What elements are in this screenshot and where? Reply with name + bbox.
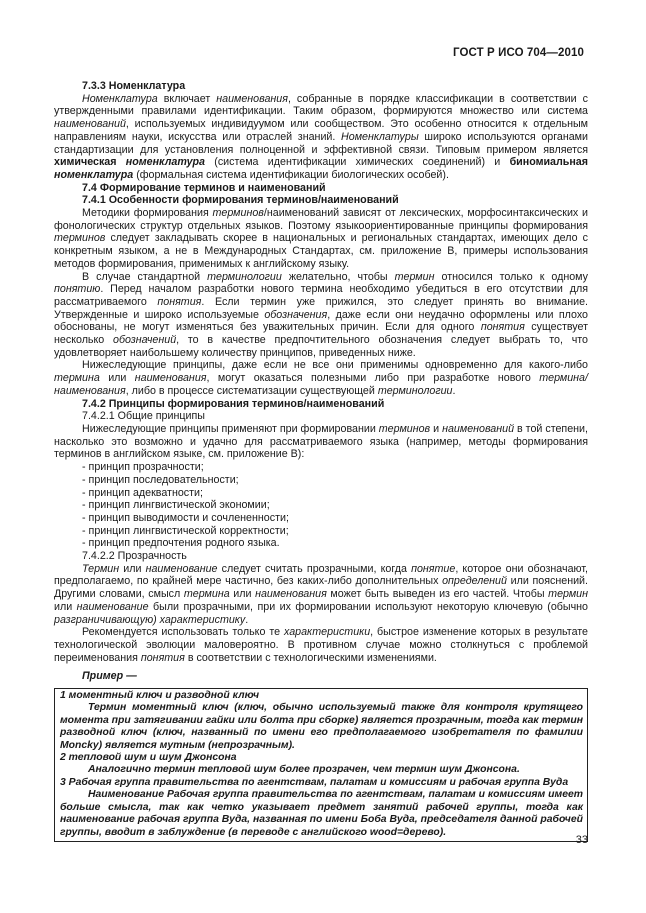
text-run: или пояснений. Другими словами, смысл (54, 575, 589, 601)
emphasized-term: понятия (157, 295, 202, 308)
emphasized-term: термина (54, 372, 100, 385)
emphasized-term: терминов (212, 207, 264, 220)
list-item: - принцип выводимости и сочлененности; (82, 511, 289, 524)
emphasized-term: терминов (378, 422, 431, 435)
text-run: следует закладывать скорее в национальных и региональных стандартах, имеющих дело с конкретным языком, а не в Международных Стандартах, см. приложение В, примеры использования методов формирования, применимых к английскому языку. (54, 232, 588, 270)
text-run: , собранные в порядке классификации в соответствии с утвержденными правилами идентификации. Таким образом, формируются множество или система (54, 92, 588, 118)
emphasized-term: терминологии (377, 384, 453, 397)
example-box (54, 688, 588, 842)
text-run: в соответствии с технологическими изменениями. (184, 651, 437, 664)
section-7-4-1-paragraph-3 (54, 359, 588, 397)
text-run: . (452, 384, 456, 397)
text-run: , могут оказаться полезными либо при разработке нового (206, 372, 540, 385)
text-run: . (245, 613, 249, 626)
emphasized-term: терминов (54, 232, 106, 245)
text-run: , быстрое изменение которых в результате технологической эволюции маловероятно. В противном случае можно столкнуться с проблемой переименования (54, 626, 588, 664)
emphasized-term: Термин (82, 562, 120, 575)
section-7-4-2-2-paragraph-1 (54, 563, 588, 627)
section-7-3-3-paragraph (54, 93, 588, 182)
emphasized-term: наименования (134, 372, 207, 385)
text-run: В случае стандартной (82, 270, 208, 283)
emphasized-term: наименования (216, 92, 288, 105)
emphasized-term: химическая (54, 156, 126, 169)
text-run: . Если термин уже прижился, это следует принять во внимание. Утвержденные и широко используемые (54, 295, 588, 321)
emphasized-term: термина (183, 588, 230, 601)
list-item: - принцип прозрачности; (82, 461, 204, 474)
section-7-4-2-1-heading: 7.4.2.1 Общие принципы (82, 410, 205, 423)
emphasized-term: термин (394, 270, 435, 283)
emphasized-term: наименование (76, 600, 149, 613)
section-7-4-1-heading: 7.4.1 Особенности формирования терминов/наименований (82, 194, 399, 207)
text-run: и (430, 422, 443, 435)
principles-list (54, 461, 588, 550)
text-run: были прозрачными, при их формировании используют некоторую ключевую (обычно (148, 600, 588, 613)
emphasized-term: понятию (54, 283, 101, 296)
emphasized-term: наименований (54, 118, 126, 131)
text-run: Нижеследующие принципы, даже если не все они применимы одновременно для какого-либо (82, 359, 588, 372)
emphasized-term: Номенклатура (82, 92, 158, 105)
emphasized-term: наименование (145, 562, 218, 575)
text-run: , используемых индивидуумом или сообществом. Это особенно относится к отдельным направлениям науки, искусства или отраслей знаний. (54, 118, 588, 143)
emphasized-term: Номенклатуры (341, 130, 419, 143)
text-run: , которое они обозначают, предполагаемо, по крайней мере частично, без каких-либо дополнительных (54, 562, 588, 588)
list-item: - принцип адекватности; (82, 486, 203, 499)
text-run: широко используются органами стандартизации для установления полноценной и эффективной связи. Типовым примером является (54, 130, 588, 156)
text-run: , то в качестве предпочтительного обозначения следует выбрать то, что удовлетворяет наибольшему количеству принципов, приведенных ниже. (54, 334, 589, 359)
list-item: - принцип лингвистической экономии; (82, 499, 270, 512)
section-7-4-2-2-heading: 7.4.2.2 Прозрачность (82, 550, 187, 563)
emphasized-term: номенклатура (125, 156, 205, 169)
text-run: или (119, 562, 146, 575)
text-run: в той степени, насколько это возможно и удачно для рассматриваемого языка (например, методы формирования терминов в английском языке, см. приложение В): (54, 422, 588, 461)
example-item-title: 2 тепловой шум и шум Джонсона (60, 752, 237, 764)
emphasized-term: наименования (255, 588, 327, 601)
list-item: - принцип лингвистической корректности; (82, 524, 289, 537)
document-code-header: ГОСТ Р ИСО 704—2010 (452, 47, 584, 59)
example-item-text: Наименование Рабочая группа правительства по агентствам, палатам и комиссиям имеет больше смысла, так как четко указывает предмет занятий рабочей группы, тогда как наименование рабочая группа Вуда, названная по имени Боба Вуда, председателя данной рабочей группы, вводит в заблуждение (в переводе с английского wood=дерево). (60, 789, 583, 838)
emphasized-term: понятия (140, 651, 185, 664)
page-content (54, 80, 588, 842)
emphasized-term: разграничивающую) характеристику (54, 613, 246, 626)
emphasized-term: термина/наименования (54, 372, 588, 397)
emphasized-term: характеристики (284, 626, 371, 639)
text-run: (система идентификации химических соединений) и (204, 156, 510, 169)
example-item-text: Аналогично термин тепловой шум более прозрачен, чем термин шум Джонсона. (88, 764, 520, 776)
emphasized-term: определений (442, 575, 507, 588)
text-run: включает (157, 92, 217, 105)
text-run: /наименований зависят от лексических, морфосинтаксических и фонологических структур отдельных языков. Поэтому языкоориентированные принципы формирования (54, 207, 588, 232)
emphasized-term: терминологии (207, 270, 282, 283)
example-label: Пример — (82, 670, 137, 683)
text-run: желательно, чтобы (281, 270, 395, 283)
emphasized-term: номенклатура (54, 168, 134, 181)
emphasized-term: термин (548, 588, 588, 601)
text-run: или (99, 372, 135, 385)
text-run: . Перед началом разработки нового термина необходимо убедиться в его отсутствии для рассматриваемого (54, 283, 588, 308)
text-run: (формальная система идентификации биологических особей). (133, 168, 449, 181)
emphasized-term: наименований (442, 422, 515, 435)
example-item-text: Термин моментный ключ (ключ, обычно используемый также для контроля крутящего момента при затягивании гайки или болта при сборке) является прозрачным, тогда как термин разводной ключ (ключ, названный по имени его предполагаемого изобретателя по фамилии Moncky) является мутным (непрозрачным). (60, 702, 583, 751)
example-item-title: 3 Рабочая группа правительства по агентствам, палатам и комиссиям и рабочая группа Вуда (60, 776, 569, 788)
emphasized-term: биномиальная (509, 156, 588, 169)
text-run: или (229, 588, 256, 601)
section-7-4-1-paragraph-1 (54, 207, 588, 271)
text-run: существует несколько (54, 321, 588, 347)
text-run: или (54, 600, 77, 613)
section-7-4-heading: 7.4 Формирование терминов и наименований (82, 181, 326, 194)
section-7-4-2-2-paragraph-2 (54, 626, 588, 664)
text-run: Нижеследующие принципы применяют при формировании (82, 422, 379, 435)
text-run: Методики формирования (82, 207, 213, 220)
emphasized-term: обозначений (113, 334, 177, 347)
emphasized-term: понятие (411, 562, 456, 575)
emphasized-term: понятия (480, 321, 525, 334)
text-run: Рекомендуется использовать только те (82, 626, 284, 639)
list-item: - принцип предпочтения родного языка. (82, 537, 280, 550)
list-item: - принцип последовательности; (82, 473, 239, 486)
text-run: следует считать прозрачными, когда (217, 562, 412, 575)
section-7-4-2-heading: 7.4.2 Принципы формирования терминов/наименований (82, 397, 385, 410)
emphasized-term: обозначения (264, 308, 328, 321)
page-number: 33 (575, 834, 588, 846)
section-7-4-2-1-paragraph (54, 423, 588, 461)
section-7-4-1-paragraph-2 (54, 271, 588, 360)
text-run: относился только к одному (434, 270, 588, 283)
text-run: может быть выведен из его частей. Чтобы (326, 588, 549, 601)
text-run: , либо в процессе систематизации существующей (125, 384, 378, 397)
text-run: , даже если они неудачно оформлены или плохо обоснованы, не могут изменяться без уважительных причин. Если для одного (54, 308, 588, 334)
section-7-3-3-heading: 7.3.3 Номенклатура (82, 80, 186, 92)
example-item-title: 1 моментный ключ и разводной ключ (60, 690, 260, 702)
